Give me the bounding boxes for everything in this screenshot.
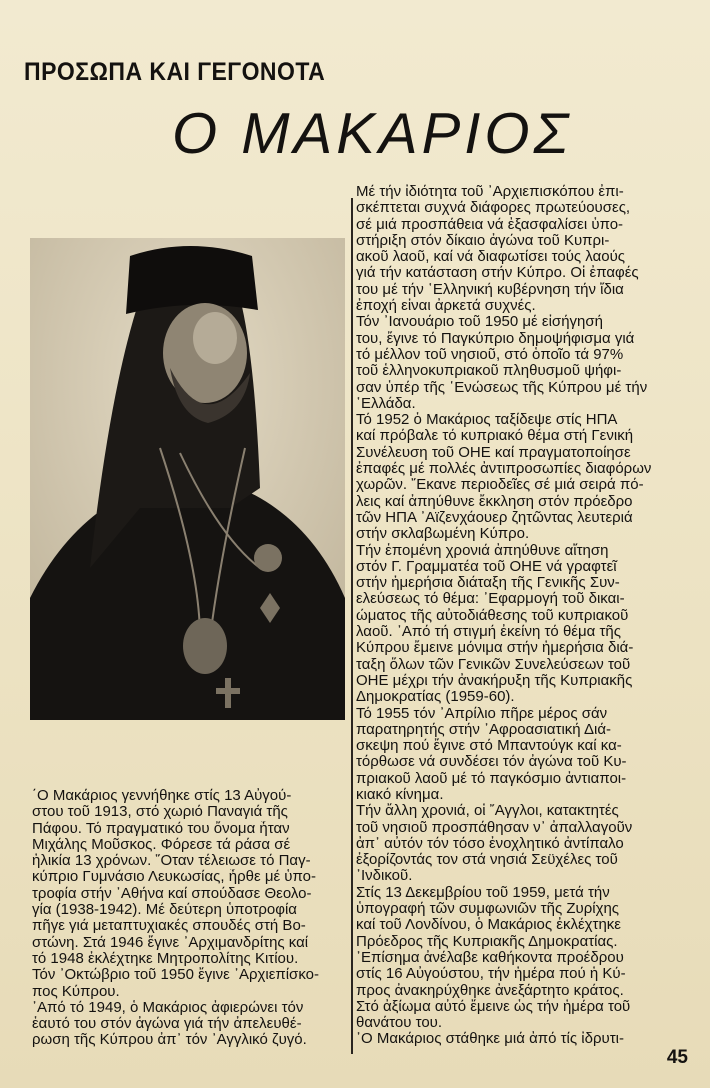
text-line: θανάτου του. <box>356 1015 443 1032</box>
text-line: Τόν ᾽Οκτώβριο τοῦ 1950 ἔγινε ᾽Αρχιεπίσκο- <box>32 967 319 984</box>
section-kicker: ΠΡΟΣΩΠΑ ΚΑΙ ΓΕΓΟΝΟΤΑ <box>24 58 326 86</box>
text-line: τῶν ΗΠΑ ᾽Αϊζενχάουερ ζητῶντας λευτεριά <box>356 509 633 526</box>
text-line: ᾽Από τό 1949, ὁ Μακάριος ἀφιερώνει τόν <box>32 999 304 1016</box>
text-line: κιακό κίνημα. <box>356 786 444 803</box>
article-title: Ο ΜΑΚΑΡΙΟΣ <box>172 101 573 166</box>
text-line: τόρθωσε νά συνδέσει τόν ἀγώνα τοῦ Κυ- <box>356 754 627 771</box>
text-line: σαν ὑπέρ τῆς ῾Ενώσεως τῆς Κύπρου μέ τήν <box>356 379 648 396</box>
text-line: ἀπ᾽ αὐτόν τόν τόσο ἐνοχλητικό ἀντίπαλο <box>356 835 624 852</box>
text-line: ελεύσεως τό θέμα: ᾽Εφαρμογή τοῦ δικαι- <box>356 591 625 608</box>
text-line: Τό 1952 ὁ Μακάριος ταξίδεψε στίς ΗΠΑ <box>356 412 618 429</box>
text-line: ἐποχή εἶναι ἀρκετά συχνές. <box>356 298 536 315</box>
text-line: Στό ἀξίωμα αὐτό ἔμεινε ὡς τήν ἡμέρα τοῦ <box>356 998 631 1015</box>
text-line: ᾽Επίσημα ἀνέλαβε καθήκοντα προέδρου <box>356 949 624 966</box>
text-line: καί τοῦ Λονδίνου, ὁ Μακάριος ἐκλέχτηκε <box>356 917 621 934</box>
text-line: τοῦ ἑλληνοκυπριακοῦ πληθυσμοῦ ψήφι- <box>356 363 622 380</box>
text-line: Στίς 13 Δεκεμβρίου τοῦ 1959, μετά τήν <box>356 884 610 901</box>
text-line: τό μέλλον τοῦ νησιοῦ, στό ὁποῖο τά 97% <box>356 346 624 363</box>
text-line: στήριξη στόν δίκαιο ἀγώνα τοῦ Κυπρι- <box>356 232 610 249</box>
text-line: ΄Ο Μακάριος γεννήθηκε στίς 13 Αὐγού- <box>32 788 292 804</box>
text-line: ακοῦ λαοῦ, καί νά διαφωτίσει τούς λαούς <box>356 249 626 266</box>
text-line: σκεψη πού ἔγινε στό Μπαντούγκ καί κα- <box>356 738 622 755</box>
text-line: του, ἔγινε τό Παγκύπριο δημοψήφισμα γιά <box>356 330 635 347</box>
text-line: ᾽Ο Μακάριος στάθηκε μιά ἀπό τίς ἰδρυτι- <box>356 1031 624 1048</box>
text-line: σκέπτεται συχνά διάφορες πρωτεύουσες, <box>356 200 631 217</box>
right-column <box>356 184 692 1048</box>
portrait-photo <box>30 238 345 720</box>
text-line: στήν σκλαβωμένη Κύπρο. <box>356 526 530 543</box>
text-line: ᾽Ινδικοῦ. <box>356 868 413 885</box>
text-line: τό 1948 ἐκλέχτηκε Μητροπολίτης Κιτίου. <box>32 950 299 967</box>
text-line: Πάφου. Τό πραγματικό του ὄνομα ἦταν <box>32 820 290 837</box>
text-line: σέ μιά προσπάθεια νά ἐξασφαλίσει ὑπο- <box>356 216 624 233</box>
text-line: στίς 16 Αὐγούστου, τήν ἡμέρα πού ἡ Κύ- <box>356 966 626 983</box>
text-line: προς ἀνακηρύχθηκε ἀνεξάρτητο κράτος. <box>356 982 624 999</box>
text-line: Τόν ᾽Ιανουάριο τοῦ 1950 μέ εἰσήγησή <box>356 314 603 331</box>
text-line: παρατηρητής στήν ᾽Αφροασιατική Διά- <box>356 721 612 738</box>
text-line: Κύπρου ἔμεινε μόνιμα στήν ἡμερήσια διά- <box>356 640 634 657</box>
text-line: ἐπαφές μέ πολλές ἀντιπροσωπίες διαφόρων <box>356 461 652 478</box>
text-line: Πρόεδρος τῆς Κυπριακῆς Δημοκρατίας. <box>356 933 618 950</box>
page-number: 45 <box>666 1047 688 1068</box>
text-line: ἡλικία 13 χρόνων. ῞Οταν τέλειωσε τό Παγ- <box>32 853 311 870</box>
text-line: ὑπογραφή τῶν συμφωνιῶν τῆς Ζυρίχης <box>356 901 620 918</box>
text-line: τροφία στήν ᾽Αθήνα καί σπούδασε Θεολο- <box>32 885 312 902</box>
text-line: Μέ τήν ἰδιότητα τοῦ ᾽Αρχιεπισκόπου ἐπι- <box>356 184 624 200</box>
left-column <box>32 788 348 1049</box>
text-line: Δημοκρατίας (1959-60). <box>356 689 515 706</box>
text-line: λεις καί ἀπηύθυνε ἔκκληση στόν πρόεδρο <box>356 493 633 510</box>
text-line: πος Κύπρου. <box>32 983 120 1000</box>
text-line: πῆγε γιά μεταπτυχιακές σπουδές στή Βο- <box>32 918 306 935</box>
text-line: στόν Γ. Γραμματέα τοῦ ΟΗΕ νά γραφτεῖ <box>356 558 617 575</box>
text-line: Τό 1955 τόν ᾽Απρίλιο πῆρε μέρος σάν <box>356 705 608 722</box>
text-line: ῾Ελλάδα. <box>356 395 416 412</box>
text-line: του μέ τήν ῾Ελληνική κυβέρνηση τήν ἴδια <box>356 281 624 298</box>
text-line: ταξη ὅλων τῶν Γενικῶν Συνελεύσεων τοῦ <box>356 656 631 673</box>
text-line: πριακοῦ λαοῦ μέ τό παγκόσμιο ἀντιαποι- <box>356 770 627 787</box>
portrait-illustration <box>30 238 345 720</box>
text-line: καί πρόβαλε τό κυπριακό θέμα στή Γενική <box>356 428 634 445</box>
text-line: ἑαυτό του στόν ἀγώνα γιά τήν ἀπελευθέ- <box>32 1016 302 1033</box>
text-line: κύπριο Γυμνάσιο Λευκωσίας, ἦρθε μέ ὑπο- <box>32 869 316 886</box>
text-line: στήν ἡμερήσια διάταξη τῆς Γενικῆς Συν- <box>356 575 620 592</box>
text-line: Τήν ἄλλη χρονιά, οἱ ῎Αγγλοι, κατακτητές <box>356 803 619 820</box>
text-line: Μιχάλης Μοῦσκος. Φόρεσε τά ράσα σέ <box>32 836 291 853</box>
text-line: στώνη. Στά 1946 ἔγινε ᾽Αρχιμανδρίτης καί <box>32 934 309 951</box>
text-line: ΟΗΕ μέχρι τήν ἀνακήρυξη τῆς Κυπριακῆς <box>356 672 633 689</box>
text-line: λαοῦ. ᾽Από τή στιγμή ἐκείνη τό θέμα τῆς <box>356 624 621 641</box>
text-line: ώματος τῆς αὐτοδιάθεσης τοῦ κυπριακοῦ <box>356 607 629 624</box>
text-line: γιά τήν κατάσταση στήν Κύπρο. Οἱ ἐπαφές <box>356 265 639 282</box>
text-line: ἐξορίζοντάς τον στά νησιά Σεϋχέλες τοῦ <box>356 852 618 869</box>
column-rule <box>351 198 353 1054</box>
text-line: ρωση τῆς Κύπρου ἀπ᾽ τόν ᾽Αγγλικό ζυγό. <box>32 1032 307 1049</box>
text-line: Συνέλευση τοῦ ΟΗΕ καί πραγματοποίησε <box>356 444 631 461</box>
text-line: γία (1938-1942). Μέ δεύτερη ὑποτροφία <box>32 902 297 919</box>
text-line: στου τοῦ 1913, στό χωριό Παναγιά τῆς <box>32 804 288 821</box>
text-line: τοῦ νησιοῦ προσπάθησαν ν᾽ ἀπαλλαγοῦν <box>356 819 633 836</box>
text-line: Τήν ἑπομένη χρονιά ἀπηύθυνε αἴτηση <box>356 542 609 559</box>
text-line: χωρῶν. ῎Εκανε περιοδεῖες σέ μιά σειρά πό- <box>356 477 644 494</box>
